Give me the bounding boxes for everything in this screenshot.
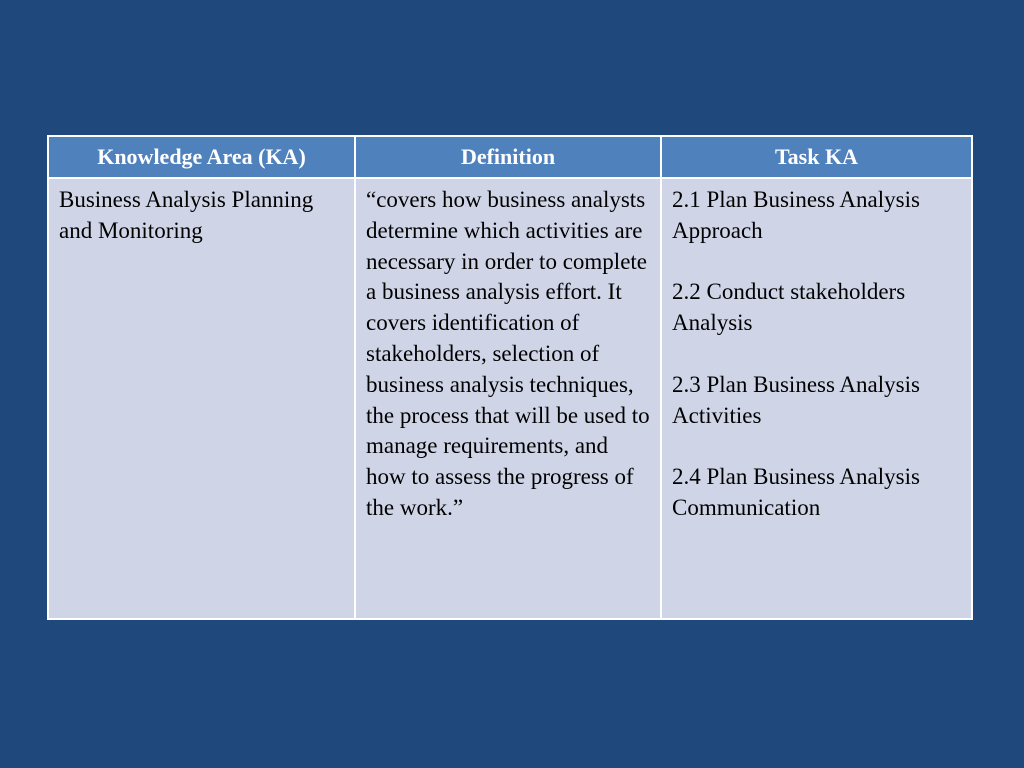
header-task-ka: Task KA [661, 136, 972, 178]
table-header [48, 136, 972, 178]
table-row [48, 178, 972, 619]
knowledge-area-text: Business Analysis Planning and Monitoring [59, 187, 314, 243]
cell-knowledge-area [48, 178, 355, 619]
header-knowledge-area: Knowledge Area (KA) [48, 136, 355, 178]
task-item: 2.3 Plan Business Analysis Activities [672, 371, 920, 428]
definition-text: “covers how business analysts determine which activities are necessary in order to complete a business analysis effort. It covers identification of stakeholders, selection of business analysis techniques, the process that will be used to manage requirements, and how to assess the progress of the work.” [366, 187, 650, 520]
knowledge-area-table [47, 135, 973, 620]
header-row [48, 136, 972, 178]
table-body [48, 178, 972, 619]
task-item: 2.4 Plan Business Analysis Communication [672, 464, 920, 520]
task-item: 2.2 Conduct stakeholders Analysis [672, 279, 906, 336]
cell-definition [355, 178, 661, 619]
task-item: 2.1 Plan Business Analysis Approach [672, 187, 920, 243]
cell-task-ka [661, 178, 972, 619]
header-definition: Definition [355, 136, 661, 178]
